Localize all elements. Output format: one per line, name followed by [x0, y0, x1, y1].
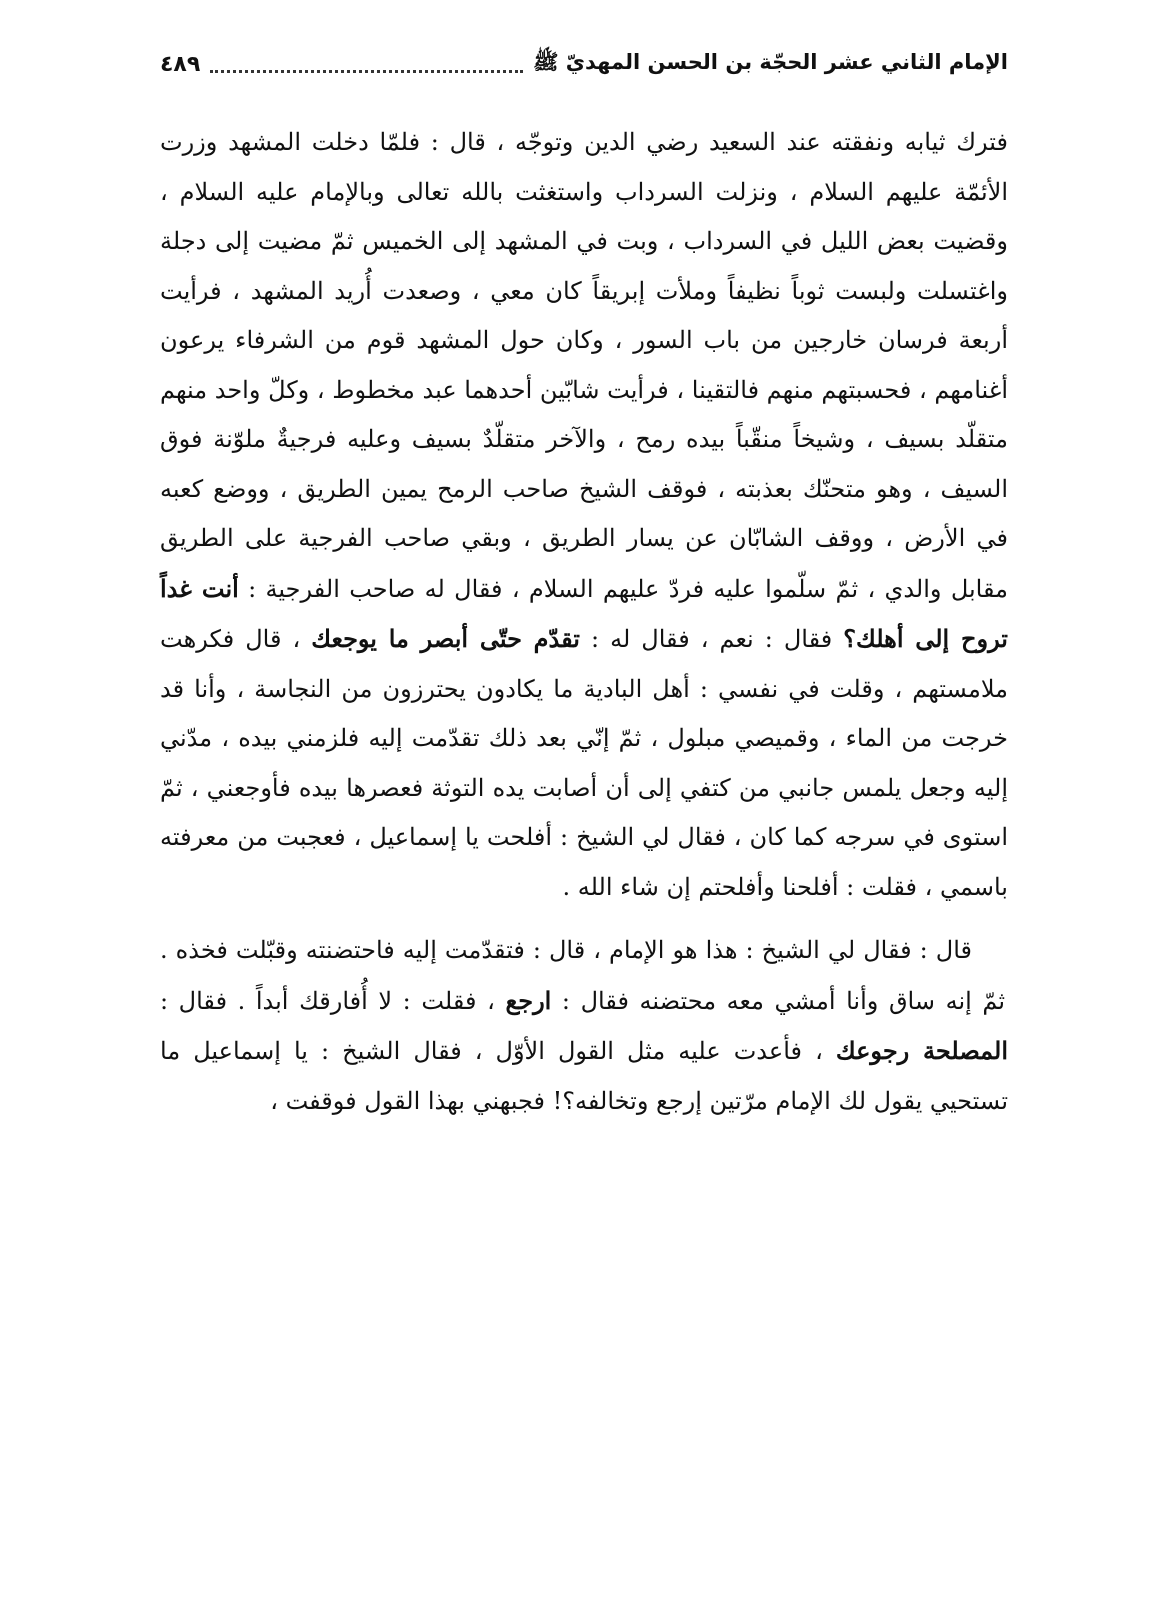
- bold-quote: المصلحة رجوعك: [835, 1036, 1008, 1065]
- text-segment: ، فأعدت عليه مثل القول الأوّل ، فقال الشيخ : يا إسماعيل ما تستحيي يقول لك الإمام مرّتين إرجع وتخالفه؟! فجبهني بهذا القول فوقفت ،: [160, 1037, 1008, 1115]
- text-segment: ، قال فكرهت ملامستهم ، وقلت في نفسي : أهل البادية ما يكادون يحترزون من النجاسة ، وأنا قد خرجت من الماء ، وقميصي مبلول ، ثمّ إنّي بعد ذلك تقدّمت إليه فلزمني بيده ، مدّني إليه وجعل يلمس جانبي من كتفي إلى أن أصابت يده التوثة فعصرها بيده فأوجعني ، ثمّ استوى في سرجه كما كان ، فقال لي الشيخ : أفلحت يا إسماعيل ، فعجبت من معرفته باسمي ، فقلت : أفلحنا وأفلحتم إن شاء الله .: [160, 625, 1008, 901]
- body-text: [160, 118, 1008, 1126]
- bold-quote: تقدّم حتّى أبصر ما يوجعك: [311, 624, 580, 653]
- paragraph: [160, 926, 1008, 1126]
- leader-dots: [210, 56, 523, 73]
- page-number: ٤٨٩: [160, 51, 201, 77]
- text-segment: فترك ثيابه ونفقته عند السعيد رضي الدين وتوجّه ، قال : فلمّا دخلت المشهد وزرت الأئمّة عليهم السلام ، ونزلت السرداب واستغثت بالله تعالى وبالإمام عليه السلام ، وقضيت بعض الليل في السرداب ، وبت في المشهد إلى الخميس ثمّ مضيت إلى دجلة واغتسلت ولبست ثوباً نظيفاً وملأت إبريقاً كان معي ، وصعدت أُريد المشهد ، فرأيت أربعة فرسان خارجين من باب السور ، وكان حول المشهد قوم من الشرفاء يرعون أغنامهم ، فحسبتهم منهم فالتقينا ، فرأيت شابّين أحدهما عبد مخطوط ، وكلّ واحد منهم متقلّد بسيف ، وشيخاً منقّباً بيده رمح ، والآخر متقلّدٌ بسيف وعليه فرجيةٌ ملوّنة فوق السيف ، وهو متحنّك بعذبته ، فوقف الشيخ صاحب الرمح يمين الطريق ، ووضع كعبه في الأرض ، ووقف الشابّان عن يسار الطريق ، وبقي صاحب الفرجية على الطريق مقابل والدي ، ثمّ سلّموا عليه فردّ عليهم السلام ، فقال له صاحب الفرجية :: [159, 128, 1008, 603]
- text-segment: فقال : نعم ، فقال له :: [579, 625, 833, 653]
- text-segment: قال : فقال لي الشيخ : هذا هو الإمام ، قال : فتقدّمت إليه فاحتضنته وقبّلت فخذه . ثمّ إنه ساق وأنا أمشي معه محتضنه فقال :: [160, 936, 1006, 1015]
- running-header: [160, 44, 1008, 84]
- bold-quote: ارجع: [505, 985, 552, 1015]
- paragraph: [160, 118, 1008, 912]
- text-segment: ، فقلت : لا أُفارقك أبداً . فقال :: [160, 986, 495, 1015]
- bold-quote: أنت غداً تروح إلى أهلك؟: [160, 573, 1008, 653]
- running-title: الإمام الثاني عشر الحجّة بن الحسن المهديّ ﷺ: [533, 49, 1008, 74]
